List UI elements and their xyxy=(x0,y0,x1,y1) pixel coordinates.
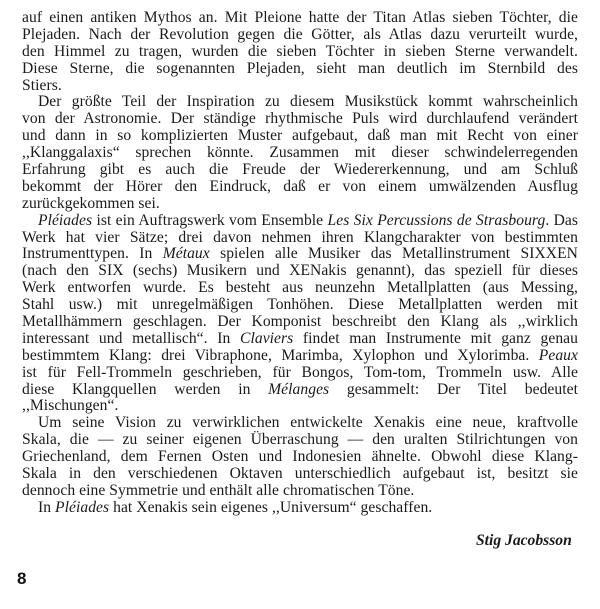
text-span: (nach den SIX (sechs) Musikern und XENakis genannt), das speziell für dieses xyxy=(22,262,578,280)
text-span: ,,Mischungen“. xyxy=(22,397,119,415)
text-line xyxy=(22,78,578,95)
paragraph xyxy=(22,500,578,517)
text-line xyxy=(22,398,578,415)
paragraph xyxy=(22,10,578,94)
text-line xyxy=(22,213,578,230)
text-line xyxy=(22,331,578,348)
text-line xyxy=(22,483,578,500)
text-line xyxy=(22,246,578,263)
text-span: Griechenland, dem Fernen Osten und Indonesien ähnelte. Obwohl diese Klang- xyxy=(22,448,578,466)
text-span: Diese Sterne, die sogenannten Plejaden, sieht man deutlich im Sternbild des xyxy=(22,59,578,77)
text-span: Skala, die — zu seiner eigenen Überraschung — den uralten Stilrichtungen von xyxy=(22,431,578,449)
italic-title: Métaux xyxy=(162,245,210,263)
text-line xyxy=(22,263,578,280)
text-span: Stiers. xyxy=(22,76,62,94)
paragraph xyxy=(22,94,578,212)
text-line xyxy=(22,382,578,399)
page-number: 8 xyxy=(17,569,27,588)
text-span: hat Xenakis sein eigenes ,,Universum“ geschaffen. xyxy=(109,498,433,516)
text-line xyxy=(22,10,578,27)
text-span: bekommt der Hörer den Eindruck, daß er von einem umwälzenden Ausflug xyxy=(22,177,578,195)
text-span: Plejaden. Nach der Revolution gegen die Götter, als Atlas dazu verurteilt wurde, xyxy=(22,25,578,43)
text-span: zurückgekommen sei. xyxy=(22,194,160,212)
italic-title: Pléiades xyxy=(38,211,93,229)
text-line xyxy=(22,415,578,432)
text-line xyxy=(22,230,578,247)
text-line xyxy=(22,432,578,449)
text-span: . Das xyxy=(545,211,579,229)
text-span: Der größte Teil der Inspiration zu diesem Musikstück kommt wahrscheinlich xyxy=(38,93,578,111)
text-span: In xyxy=(38,498,56,516)
text-line xyxy=(22,94,578,111)
text-span: von der Astronomie. Der ständige rhythmische Puls wird durchlaufend verändert xyxy=(22,110,578,128)
text-line xyxy=(22,61,578,78)
text-line xyxy=(22,162,578,179)
text-span: auf einen antiken Mythos an. Mit Pleione hatte der Titan Atlas sieben Töchter, die xyxy=(22,9,578,26)
text-span: Instrumenttypen. In xyxy=(22,245,163,263)
text-span: ist ein Auftragswerk vom Ensemble xyxy=(92,211,328,229)
italic-title: Les Six Percussions de Strasbourg xyxy=(327,211,546,229)
italic-title: Peaux xyxy=(538,346,578,364)
text-span: gesammelt: Der Titel bedeutet xyxy=(329,380,578,398)
text-line xyxy=(22,280,578,297)
text-span: Erfahrung gibt es auch die Freude der Wiedererkennung, und am Schluß xyxy=(22,161,578,179)
text-line xyxy=(22,348,578,365)
paragraph xyxy=(22,415,578,499)
text-line xyxy=(22,145,578,162)
text-span: ,,Klanggalaxis“ sprechen könnte. Zusammen mit dieser schwindelerregenden xyxy=(22,144,578,162)
italic-title: Pléiades xyxy=(55,498,110,516)
text-line xyxy=(22,449,578,466)
text-line xyxy=(22,365,578,382)
document-body xyxy=(22,10,578,517)
text-line xyxy=(22,179,578,196)
text-line xyxy=(22,466,578,483)
text-line xyxy=(22,27,578,44)
italic-title: Mélanges xyxy=(268,380,330,398)
text-line xyxy=(22,111,578,128)
text-span: den Himmel zu tragen, wurden die sieben Töchter in sieben Sterne verwandelt. xyxy=(22,42,578,60)
text-span: und dann in so komplizierten Muster aufgebaut, daß man mit Recht von einer xyxy=(22,127,578,145)
text-span: Werk entworfen wurde. Es besteht aus neunzehn Metallplatten (aus Messing, xyxy=(22,279,578,297)
text-span: ist für Fell-Trommeln geschrieben, für Bongos, Tom-tom, Trommeln usw. Alle xyxy=(22,363,578,381)
text-span: Stahl usw.) mit unregelmäßigen Tonhöhen. Diese Metallplatten werden mit xyxy=(22,296,578,314)
text-line xyxy=(22,314,578,331)
author-signature: Stig Jacobsson xyxy=(476,532,572,549)
text-span: bestimmtem Klang: drei Vibraphone, Marimba, Xylophon und Xylorimba. xyxy=(22,346,539,364)
paragraph xyxy=(22,213,578,416)
italic-title: Claviers xyxy=(240,329,294,347)
text-span: Metallhämmern geschlagen. Der Komponist beschreibt den Klang als ,,wirklich xyxy=(22,313,578,331)
text-line xyxy=(22,500,578,517)
text-span: findet man Instrumente mit ganz genau xyxy=(293,329,578,347)
text-line xyxy=(22,44,578,61)
text-span: interessant und metallisch“. In xyxy=(22,329,241,347)
text-span: diese Klangquellen werden in xyxy=(22,380,269,398)
text-span: Werk hat vier Sätze; drei davon nehmen ihren Klangcharakter von bestimmten xyxy=(22,228,578,246)
text-line xyxy=(22,297,578,314)
text-span: dennoch eine Symmetrie und enthält alle chromatischen Töne. xyxy=(22,481,415,499)
text-span: Um seine Vision zu verwirklichen entwickelte Xenakis eine neue, kraftvolle xyxy=(38,414,578,432)
text-line xyxy=(22,128,578,145)
text-span: Skala in den verschiedenen Oktaven unterschiedlich aufgebaut ist, besitzt sie xyxy=(22,465,578,483)
text-span: spielen alle Musiker das Metallinstrument SIXXEN xyxy=(209,245,578,263)
text-line xyxy=(22,196,578,213)
